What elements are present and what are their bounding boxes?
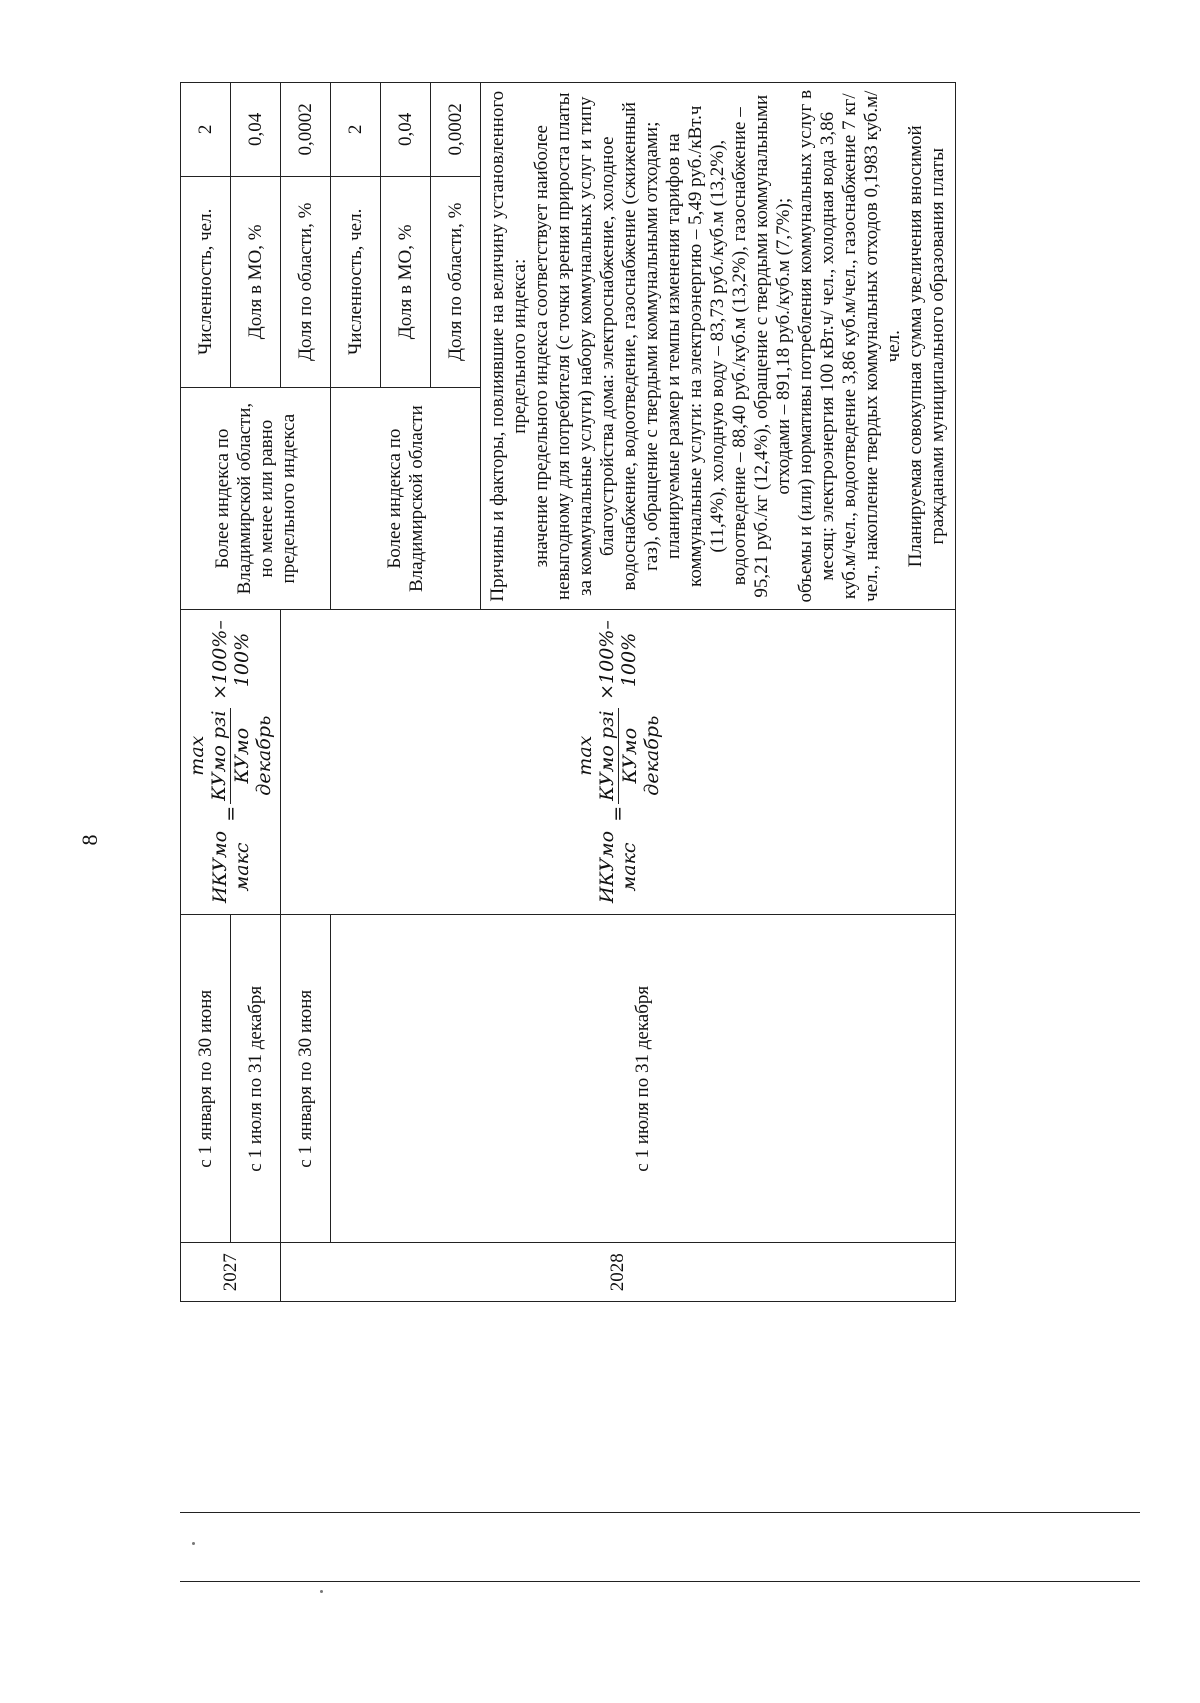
formula-equals: = — [219, 805, 242, 822]
formula-fraction — [574, 708, 663, 804]
metric-label: Доля в МО, % — [381, 176, 431, 387]
metric-label: Численность, чел. — [331, 176, 381, 387]
note-paragraph: объемы и (или) нормативы потребления коммунальных услуг в месяц: электроэнергия 100 кВт.ч/ чел., холодная вода 3,86 куб.м/чел., водоотведение 3,86 куб.м/чел., газоснабжение 7 кг/чел., накопление твердых коммунальных отходов 0,1983 куб.м/чел. — [795, 89, 904, 603]
formula-cell — [181, 610, 281, 915]
page-number: 8 — [77, 834, 102, 846]
index-table — [180, 82, 956, 1302]
metric-value: 0,04 — [381, 83, 431, 177]
formula-rhs: ×100%–100% — [208, 620, 253, 700]
metric-label: Доля по области, % — [431, 176, 481, 387]
table-row — [181, 83, 231, 1302]
formula — [186, 614, 275, 910]
condition-cell: Более индекса по Владимирской области, но менее или равно предельного индекса — [181, 387, 331, 610]
formula-denominator: КУмо декабрь — [231, 715, 275, 796]
notes-cell — [481, 83, 956, 610]
metric-value: 0,0002 — [281, 83, 331, 177]
note-paragraph: планируемые размер и темпы изменения тарифов на коммунальные услуги: на электроэнергию – 5,49 руб./кВт.ч (11,4%), холодную воду – 83,73 руб./куб.м (13,2%), водоотведение – 88,40 руб./куб.м (13,2%), газоснабжение – 95,21 руб./кг (12,4%), обращение с твердыми коммунальными отходами – 891,18 руб./куб.м (7,7%); — [663, 94, 794, 598]
year-cell: 2027 — [181, 1243, 281, 1302]
formula-fraction — [186, 708, 275, 804]
formula — [574, 614, 663, 910]
metric-value: 0,04 — [231, 83, 281, 177]
bottom-rule — [180, 1512, 1140, 1513]
formula-lhs: ИКУмо макс — [596, 830, 640, 904]
metric-label: Доля в МО, % — [231, 176, 281, 387]
formula-numerator: max КУмо рзi — [186, 708, 231, 804]
metric-label: Доля по области, % — [281, 176, 331, 387]
formula-equals: = — [607, 805, 629, 822]
formula-denominator: КУмо декабрь — [618, 715, 663, 796]
scan-speck — [192, 1542, 195, 1545]
scan-speck — [320, 1590, 323, 1593]
table-row — [281, 83, 331, 1302]
note-paragraph: Планируемая совокупная сумма увеличения вносимой гражданами муниципального образования платы — [905, 125, 948, 568]
formula-numerator: max КУмо рзi — [574, 708, 619, 804]
period-cell: с 1 июля по 31 декабря — [331, 915, 956, 1243]
period-cell: с 1 января по 30 июня — [181, 915, 231, 1243]
formula-lhs: ИКУмо макс — [208, 830, 253, 904]
period-cell: с 1 июля по 31 декабря — [231, 915, 281, 1243]
rotated-table-area — [180, 82, 1140, 1302]
condition-cell: Более индекса по Владимирской области — [331, 387, 481, 610]
period-cell: с 1 января по 30 июня — [281, 915, 331, 1243]
bottom-rule — [180, 1581, 1140, 1582]
note-paragraph: значение предельного индекса соответствует наиболее невыгодному для потребителя (с точки зрения прироста платы за коммунальные услуги) набору коммунальных услуг и типу благоустройства дома: электроснабжение, холодное водоснабжение, водоотведение, газоснабжение (сжиженный газ), обращение с твердыми коммунальными отходами; — [531, 92, 662, 601]
formula-rhs: ×100%–100% — [596, 620, 640, 700]
formula-cell — [281, 610, 956, 915]
year-cell: 2028 — [281, 1243, 956, 1302]
metric-value: 2 — [181, 83, 231, 177]
note-paragraph: Причины и факторы, повлиявшие на величину установленного предельного индекса: — [487, 90, 530, 602]
metric-label: Численность, чел. — [181, 176, 231, 387]
metric-value: 2 — [331, 83, 381, 177]
metric-value: 0,0002 — [431, 83, 481, 177]
